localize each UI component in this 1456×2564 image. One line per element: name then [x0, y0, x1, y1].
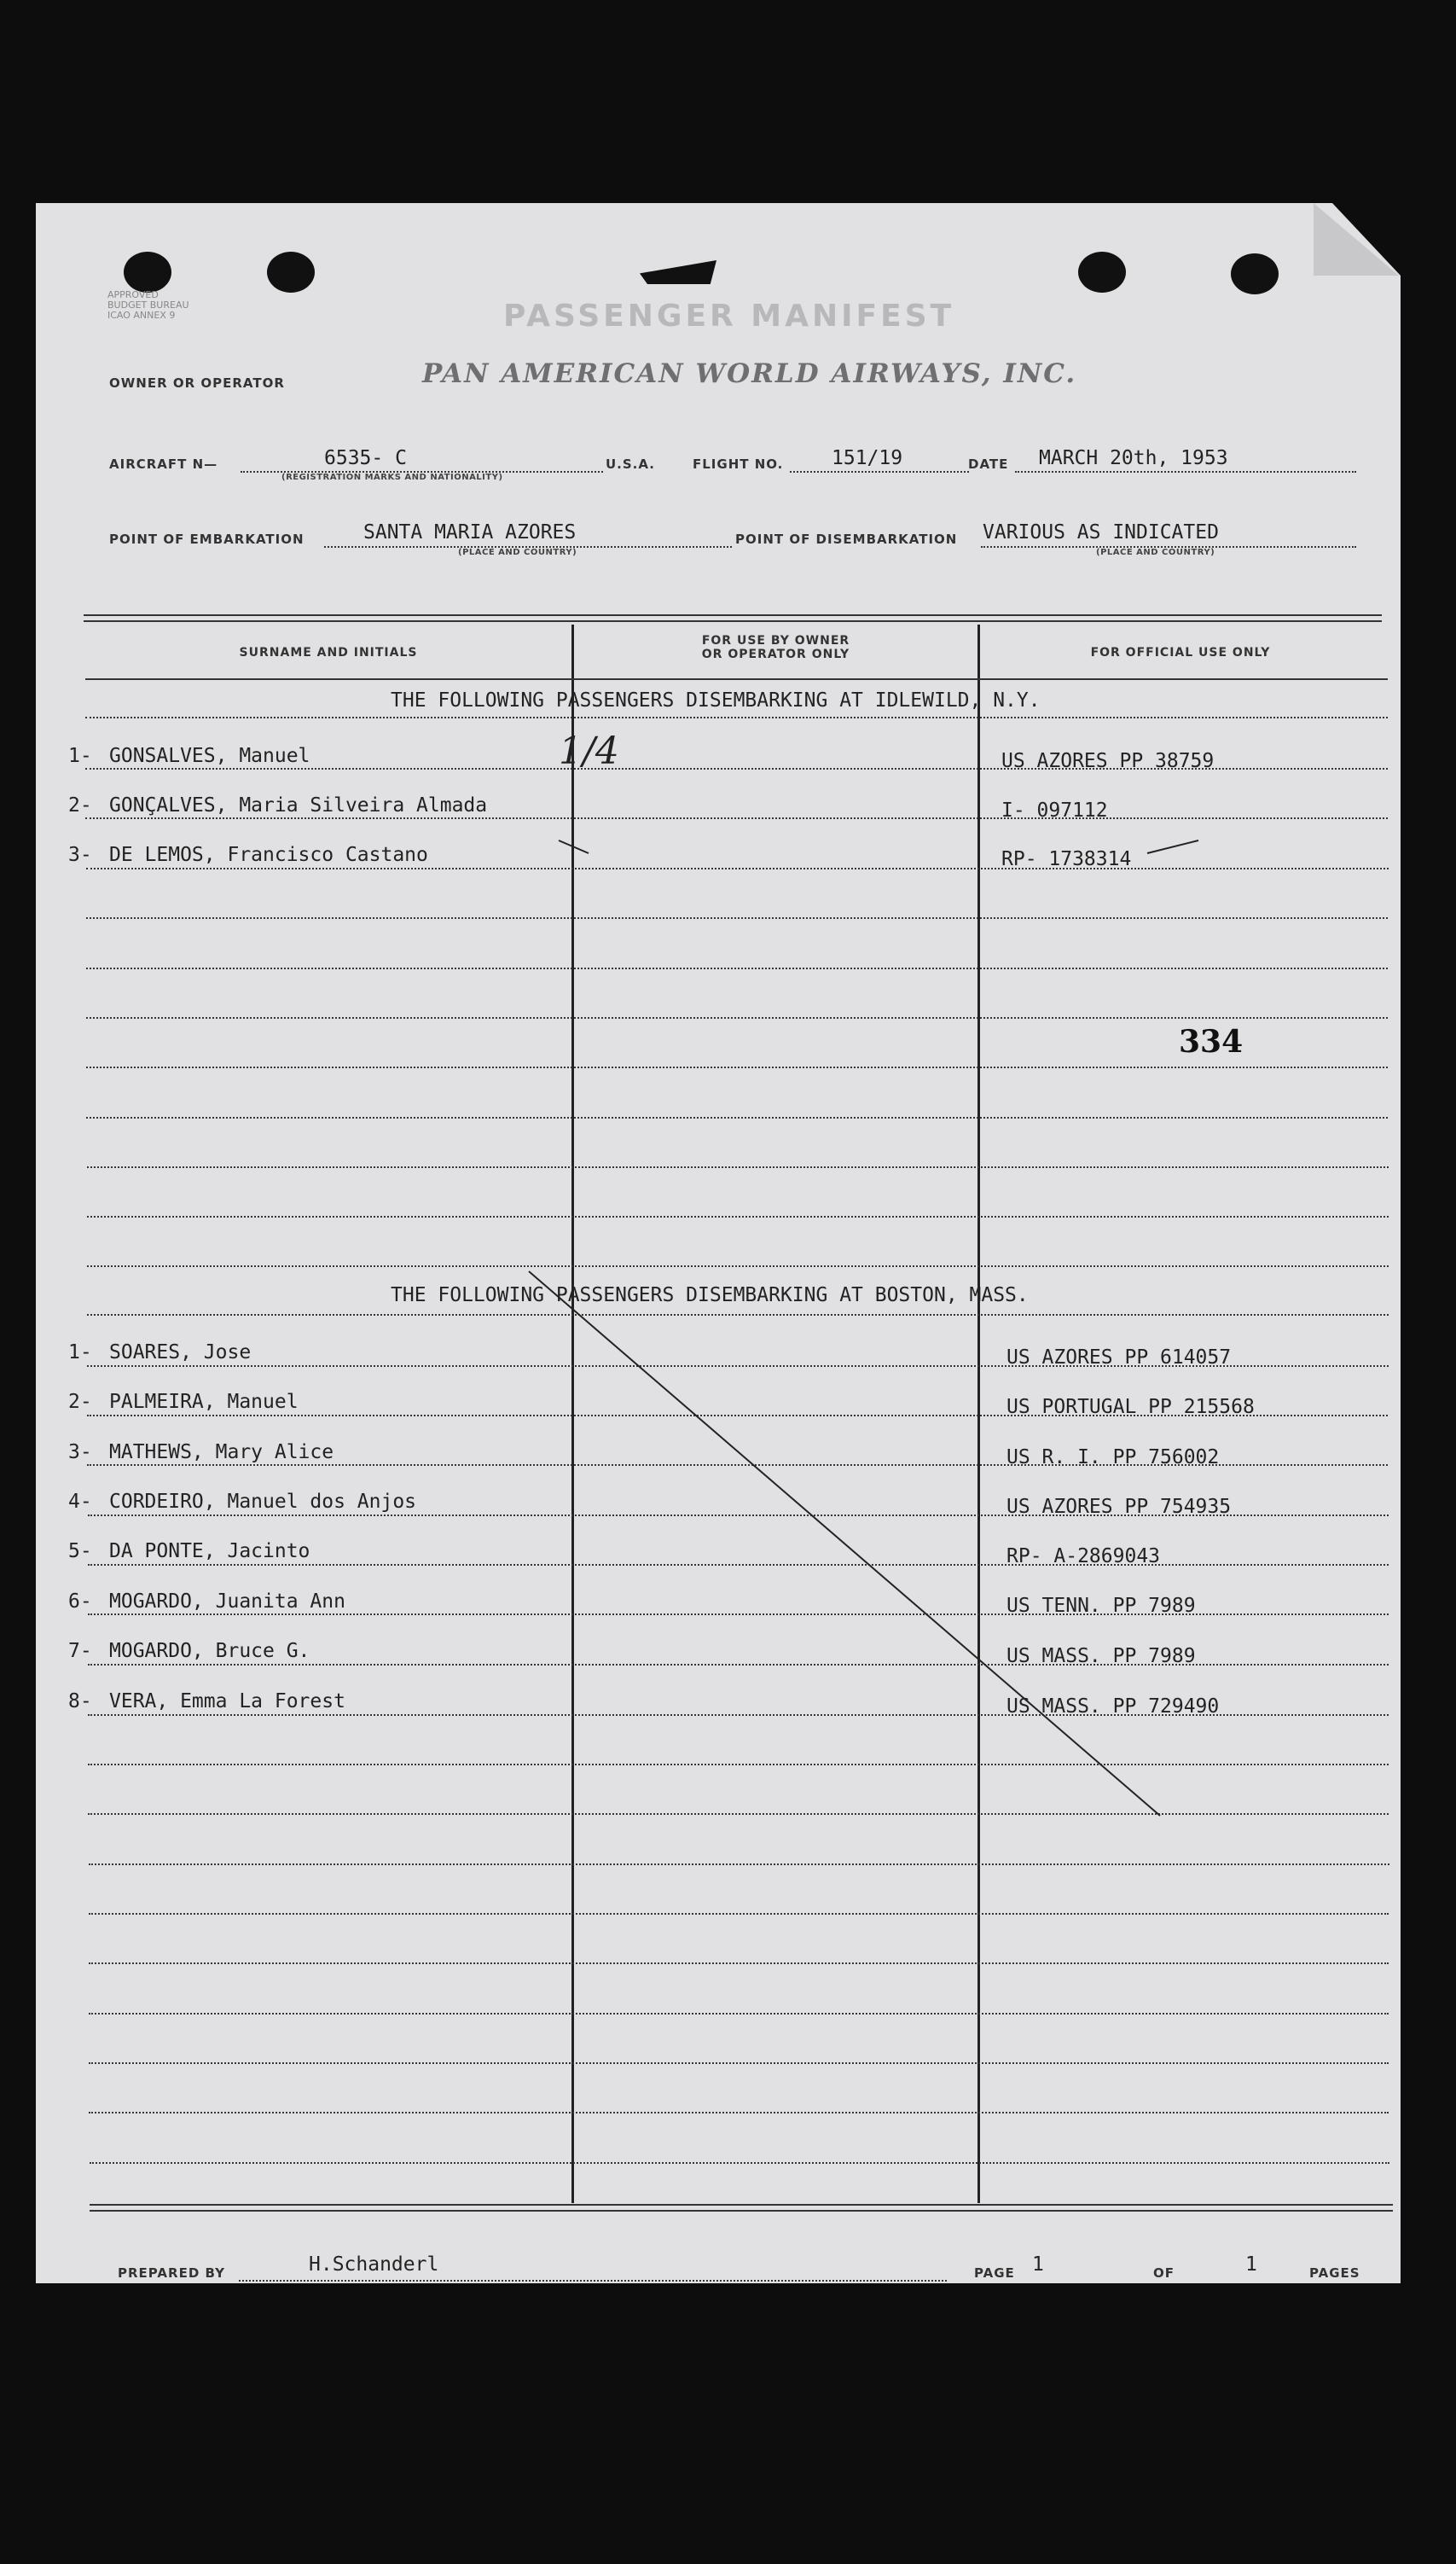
passenger-official: US AZORES PP 38759 — [1001, 750, 1215, 772]
usa-label: U.S.A. — [606, 456, 655, 472]
passenger-name: GONÇALVES, Maria Silveira Almada — [109, 794, 488, 817]
pages-label: PAGES — [1309, 2265, 1360, 2281]
disembark-value: VARIOUS AS INDICATED — [983, 521, 1219, 544]
column-header-owner-line2: OR OPERATOR ONLY — [701, 648, 850, 661]
flight-label: FLIGHT NO. — [693, 456, 784, 472]
passenger-number: 2- — [68, 794, 92, 817]
passenger-official: US AZORES PP 614057 — [1006, 1346, 1232, 1369]
passenger-official: RP- A-2869043 — [1006, 1545, 1161, 1567]
form-title: PASSENGER MANIFEST — [503, 299, 955, 334]
prepared-line — [239, 2280, 947, 2282]
passenger-number: 7- — [68, 1640, 92, 1662]
passenger-number: 2- — [68, 1391, 92, 1413]
passenger-official: US TENN. PP 7989 — [1006, 1595, 1196, 1617]
passenger-number: 5- — [68, 1540, 92, 1562]
passenger-name: CORDEIRO, Manuel dos Anjos — [109, 1491, 417, 1513]
aircraft-label: AIRCRAFT N— — [109, 456, 218, 472]
of-label: OF — [1153, 2265, 1175, 2281]
passenger-official: RP- 1738314 — [1001, 848, 1132, 870]
embark-sub: (PLACE AND COUNTRY) — [458, 548, 577, 557]
passenger-name: MOGARDO, Juanita Ann — [109, 1590, 345, 1613]
passenger-official: US PORTUGAL PP 215568 — [1006, 1396, 1255, 1418]
passenger-name: MATHEWS, Mary Alice — [109, 1441, 334, 1463]
section-heading-boston: THE FOLLOWING PASSENGERS DISEMBARKING AT BOSTON, MASS. — [391, 1284, 1029, 1306]
embark-label: POINT OF EMBARKATION — [109, 532, 305, 547]
carrier-name: PAN AMERICAN WORLD AIRWAYS, INC. — [422, 358, 1077, 389]
aircraft-sub: (REGISTRATION MARKS AND NATIONALITY) — [281, 473, 503, 482]
passenger-number: 6- — [68, 1590, 92, 1613]
passenger-number: 3- — [68, 1441, 92, 1463]
page-label: PAGE — [974, 2265, 1015, 2281]
passenger-official: US R. I. PP 756002 — [1006, 1446, 1220, 1468]
column-header-official: FOR OFFICIAL USE ONLY — [1090, 646, 1271, 660]
passenger-number: 1- — [68, 745, 92, 767]
passenger-official: I- 097112 — [1001, 799, 1108, 822]
section-heading-idlewild: THE FOLLOWING PASSENGERS DISEMBARKING AT IDLEWILD, N.Y. — [391, 689, 1041, 712]
owner-label: OWNER OR OPERATOR — [109, 375, 285, 391]
passenger-number: 3- — [68, 844, 92, 866]
prepared-label: PREPARED BY — [118, 2265, 225, 2281]
of-value: 1 — [1245, 2253, 1257, 2276]
prepared-value: H.Schanderl — [309, 2253, 439, 2276]
passenger-number: 4- — [68, 1491, 92, 1513]
date-label: DATE — [968, 456, 1009, 472]
passenger-name: PALMEIRA, Manuel — [109, 1391, 299, 1413]
passenger-name: DE LEMOS, Francisco Castano — [109, 844, 428, 866]
annotation-number: 334 — [1179, 1024, 1244, 1060]
disembark-sub: (PLACE AND COUNTRY) — [1096, 548, 1215, 557]
disembark-label: POINT OF DISEMBARKATION — [735, 532, 958, 547]
column-header-owner-line1: FOR USE BY OWNER — [701, 634, 850, 648]
passenger-number: 8- — [68, 1690, 92, 1712]
passenger-official: US MASS. PP 7989 — [1006, 1645, 1196, 1667]
passenger-name: VERA, Emma La Forest — [109, 1690, 345, 1712]
passenger-name: DA PONTE, Jacinto — [109, 1540, 310, 1562]
aircraft-value: 6535- C — [324, 447, 407, 469]
embark-value: SANTA MARIA AZORES — [363, 521, 577, 544]
column-header-surname: SURNAME AND INITIALS — [239, 646, 418, 660]
passenger-official: US MASS. PP 729490 — [1006, 1695, 1220, 1718]
handwritten-mark: 1/4 — [559, 730, 619, 773]
flight-value: 151/19 — [832, 447, 903, 469]
date-value: MARCH 20th, 1953 — [1039, 447, 1228, 469]
passenger-number: 1- — [68, 1341, 92, 1363]
passenger-official: US AZORES PP 754935 — [1006, 1496, 1232, 1518]
passenger-name: MOGARDO, Bruce G. — [109, 1640, 310, 1662]
passenger-name: SOARES, Jose — [109, 1341, 252, 1363]
page-value: 1 — [1032, 2253, 1044, 2276]
passenger-name: GONSALVES, Manuel — [109, 745, 310, 767]
approval-stamp: APPROVED BUDGET BUREAU ICAO ANNEX 9 — [107, 289, 189, 321]
